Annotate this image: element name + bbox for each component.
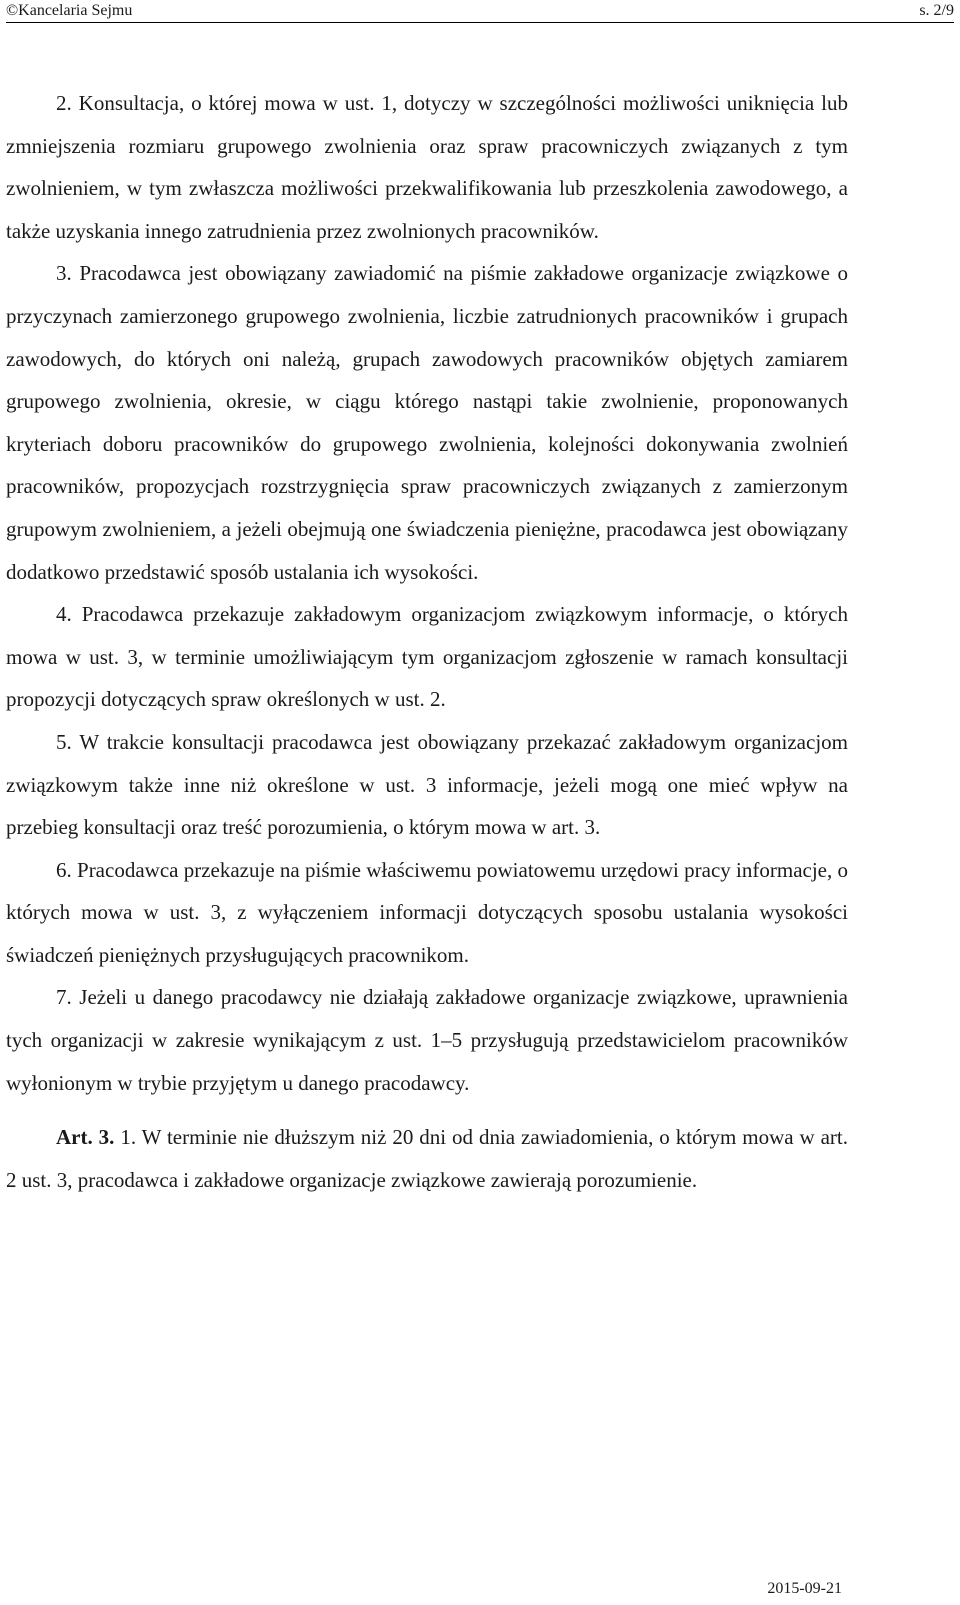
paragraph-ust-3: 3. Pracodawca jest obowiązany zawiadomić na piśmie zakładowe organizacje związkowe o przyczynach zamierzonego grupowego zwolnienia, liczbie zatrudnionych pracowników i grupach zawodowych, do których oni należą, grupach zawodowych pracowników objętych zamiarem grupowego zwolnienia, okresie, w ciągu którego nastąpi takie zwolnienie, proponowanych kryteriach doboru pracowników do grupowego zwolnienia, kolejności dokonywania zwolnień pracowników, propozycjach rozstrzygnięcia spraw pracowniczych związanych z zamierzonym grupowym zwolnieniem, a jeżeli obejmują one świadczenia pieniężne, pracodawca jest obowiązany dodatkowo przedstawić sposób ustalania ich wysokości. — [6, 261, 848, 584]
header-page-number: s. 2/9 — [919, 2, 954, 19]
paragraph-ust-4: 4. Pracodawca przekazuje zakładowym organizacjom związkowym informacje, o których mowa w ust. 3, w terminie umożliwiającym tym organizacjom zgłoszenie w ramach konsultacji propozycji dotyczących spraw określonych w ust. 2. — [6, 602, 848, 712]
footer-date: 2015-09-21 — [767, 1580, 842, 1597]
paragraph-ust-6: 6. Pracodawca przekazuje na piśmie właściwemu powiatowemu urzędowi pracy informacje, o których mowa w ust. 3, z wyłączeniem informacji dotyczących sposobu ustalania wysokości świadczeń pieniężnych przysługujących pracownikom. — [6, 857, 848, 967]
article-label: Art. 3. — [56, 1125, 115, 1150]
paragraph-ust-7: 7. Jeżeli u danego pracodawcy nie działają zakładowe organizacje związkowe, uprawnienia tych organizacji w zakresie wynikającym z ust. 1–5 przysługują przedstawicielom pracowników wyłonionym w trybie przyjętym u danego pracodawcy. — [6, 985, 848, 1095]
paragraph-ust-5: 5. W trakcie konsultacji pracodawca jest obowiązany przekazać zakładowym organizacjom związkowym także inne niż określone w ust. 3 informacje, jeżeli mogą one mieć wpływ na przebieg konsultacji oraz treść porozumienia, o którym mowa w art. 3. — [6, 729, 848, 840]
page-header — [6, 0, 954, 23]
paragraph-ust-2: 2. Konsultacja, o której mowa w ust. 1, dotyczy w szczególności możliwości uniknięcia lub zmniejszenia rozmiaru grupowego zwolnienia oraz spraw pracowniczych związanych z tym zwolnieniem, w tym zwłaszcza możliwości przekwalifikowania lub przeszkolenia zawodowego, a także uzyskania innego zatrudnienia przez zwolnionych pracowników. — [6, 91, 848, 243]
header-copyright: ©Kancelaria Sejmu — [6, 2, 133, 19]
article-text: 1. W terminie nie dłuższym niż 20 dni od dnia zawiadomienia, o którym mowa w art. 2 ust. 3, pracodawca i zakładowe organizacje związkowe zawierają porozumienie. — [6, 1125, 848, 1192]
document-body — [6, 82, 848, 1201]
article-3 — [6, 1116, 848, 1201]
